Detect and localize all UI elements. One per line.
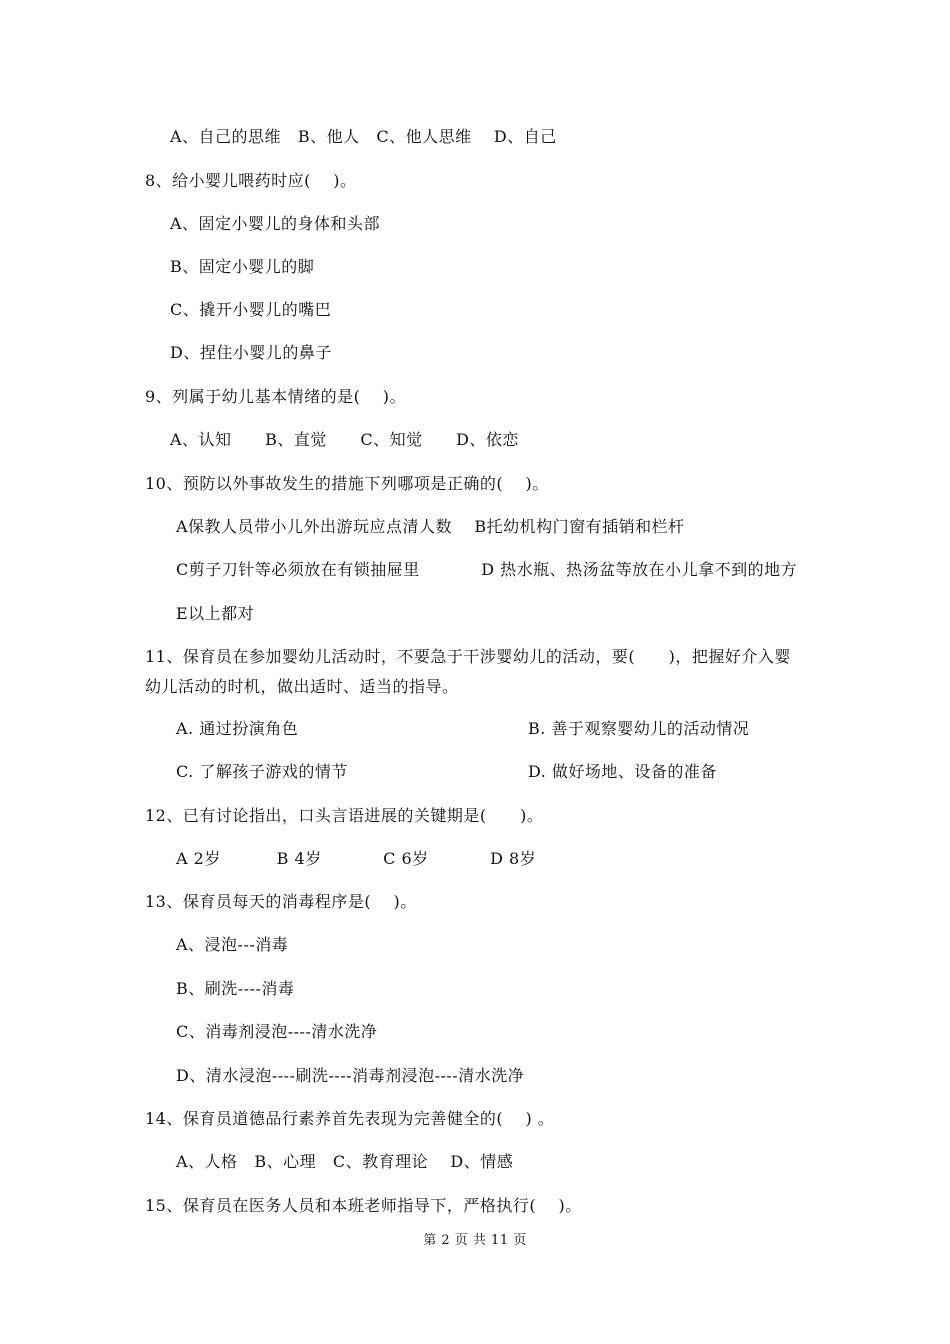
q14-stem: 14、保育员道德品行素养首先表现为完善健全的( ) 。 xyxy=(145,1109,555,1128)
q13-option-a: A、浸泡---消毒 xyxy=(176,935,289,954)
q10-option-e: E以上都对 xyxy=(176,604,255,623)
q8-stem: 8、给小婴儿喂药时应( )。 xyxy=(145,171,357,190)
q8-option-d: D、捏住小婴儿的鼻子 xyxy=(170,343,332,362)
q10-option-ab: A保教人员带小儿外出游玩应点清人数 B托幼机构门窗有插销和栏杆 xyxy=(176,517,685,536)
q13-stem: 13、保育员每天的消毒程序是( )。 xyxy=(145,892,417,911)
q11-option-d: D. 做好场地、设备的准备 xyxy=(528,762,717,781)
q8-option-a: A、固定小婴儿的身体和头部 xyxy=(170,214,381,233)
q12-options: A 2岁 B 4岁 C 6岁 D 8岁 xyxy=(176,849,537,868)
q10-option-cd: C剪子刀针等必须放在有锁抽屉里 D 热水瓶、热汤盆等放在小儿拿不到的地方 xyxy=(176,560,798,579)
q13-option-b: B、刷洗----消毒 xyxy=(176,979,295,998)
q15-stem: 15、保育员在医务人员和本班老师指导下，严格执行( )。 xyxy=(145,1196,582,1215)
q11-option-b: B. 善于观察婴幼儿的活动情况 xyxy=(528,719,750,738)
page-footer: 第 2 页 共 11 页 xyxy=(423,1233,527,1248)
q10-stem: 10、预防以外事故发生的措施下列哪项是正确的( )。 xyxy=(145,474,549,493)
q12-stem: 12、已有讨论指出，口头言语进展的关键期是( )。 xyxy=(145,806,544,825)
q11-option-a: A. 通过扮演角色 xyxy=(176,719,299,738)
q13-option-d: D、清水浸泡----刷洗----消毒剂浸泡----清水洗净 xyxy=(176,1066,525,1085)
q8-option-c: C、撬开小婴儿的嘴巴 xyxy=(170,300,332,319)
q8-option-b: B、固定小婴儿的脚 xyxy=(170,257,315,276)
q14-options: A、人格 B、心理 C、教育理论 D、情感 xyxy=(176,1152,514,1171)
q11-stem-line2: 幼儿活动的时机，做出适时、适当的指导。 xyxy=(145,677,459,696)
q11-option-c: C. 了解孩子游戏的情节 xyxy=(176,762,348,781)
q11-stem-line1: 11、保育员在参加婴幼儿活动时，不要急于干涉婴幼儿的活动，要( )，把握好介入婴 xyxy=(145,647,791,666)
q7-options: A、自己的思维 B、他人 C、他人思维 D、自己 xyxy=(170,127,557,146)
q9-stem: 9、列属于幼儿基本情绪的是( )。 xyxy=(145,387,407,406)
q9-options: A、认知 B、直觉 C、知觉 D、依恋 xyxy=(170,430,519,449)
q13-option-c: C、消毒剂浸泡----清水洗净 xyxy=(176,1022,378,1041)
